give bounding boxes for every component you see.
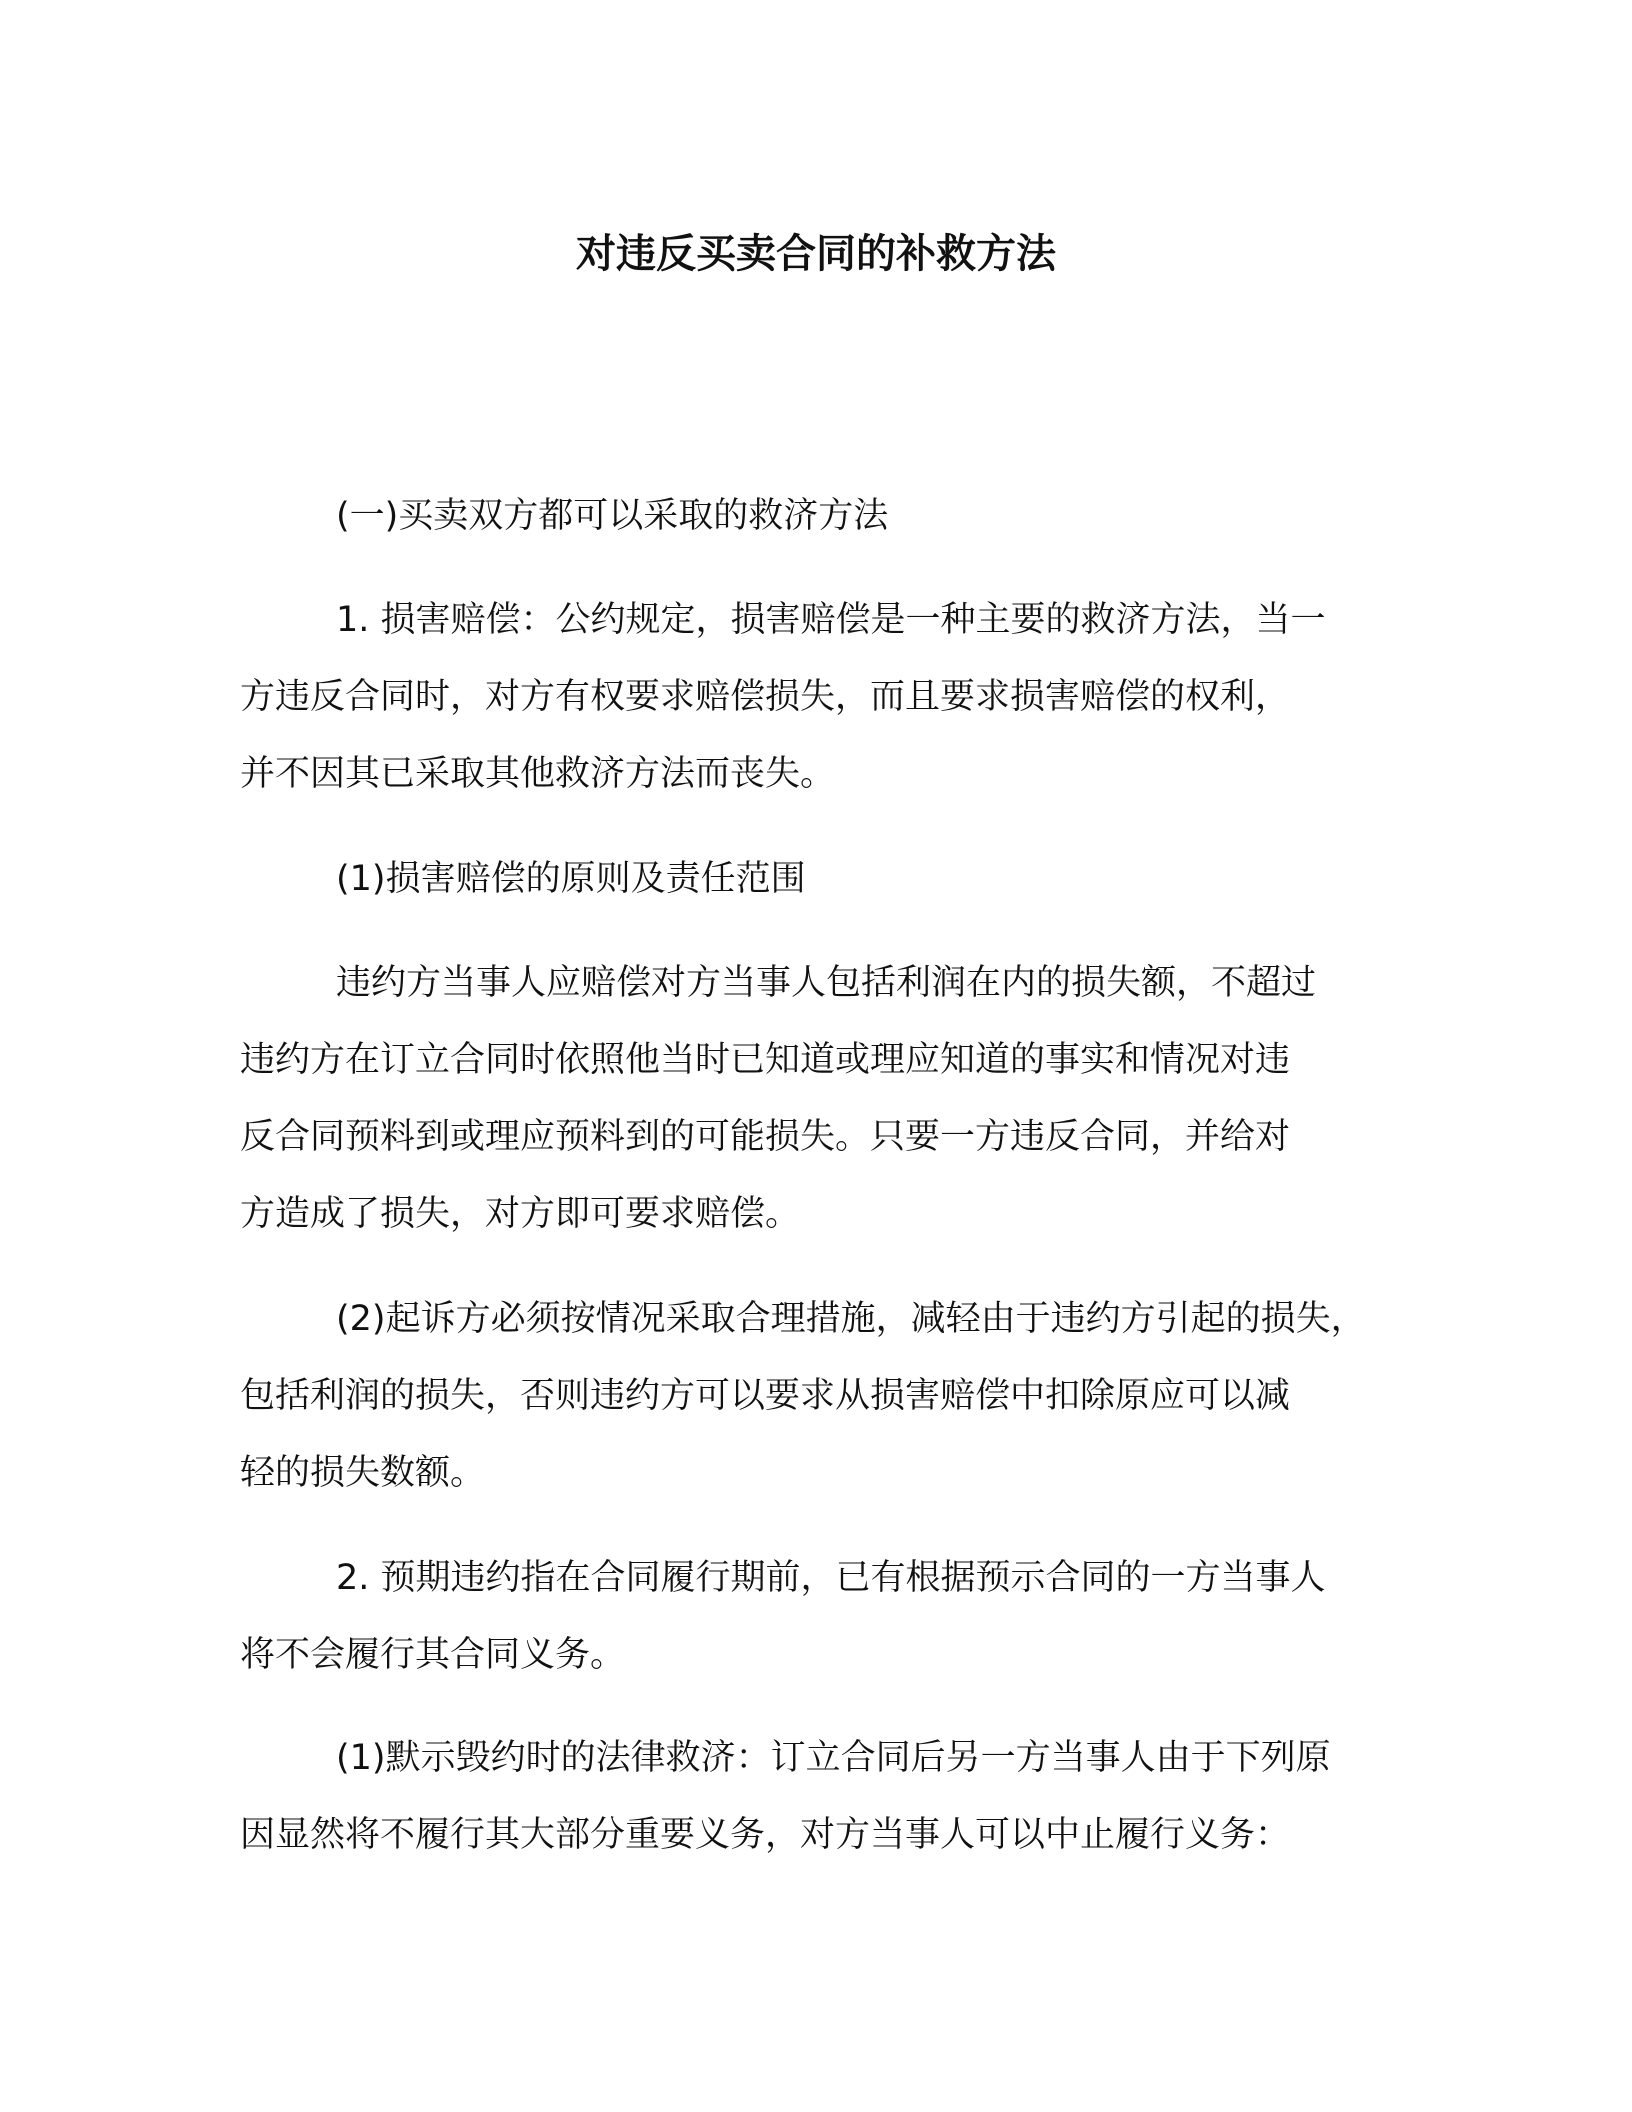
text-line: (2)起诉方必须按情况采取合理措施，减轻由于违约方引起的损失，: [336, 1299, 1366, 1339]
text-line: 因显然将不履行其大部分重要义务，对方当事人可以中止履行义务：: [240, 1815, 1291, 1855]
text-line: 违约方当事人应赔偿对方当事人包括利润在内的损失额，不超过: [336, 963, 1317, 1003]
text-line: (1)默示毁约时的法律救济：订立合同后另一方当事人由于下列原: [336, 1738, 1331, 1778]
document-title: 对违反买卖合同的补救方法: [576, 231, 1056, 277]
section-heading-mutual-remedies: [240, 478, 1400, 555]
text-line: 将不会履行其合同义务。: [240, 1635, 626, 1675]
paragraph-damages: [240, 582, 1400, 813]
paragraph-anticipatory-breach: [240, 1540, 1400, 1694]
paragraph-mitigation: [240, 1281, 1400, 1512]
text-line: 方违反合同时，对方有权要求赔偿损失，而且要求损害赔偿的权利，: [240, 677, 1291, 717]
text-line: 1. 损害赔偿：公约规定，损害赔偿是一种主要的救济方法，当一: [336, 600, 1326, 640]
text-line: 违约方在订立合同时依照他当时已知道或理应知道的事实和情况对违: [240, 1040, 1291, 1080]
text-line: 反合同预料到或理应预料到的可能损失。只要一方违反合同，并给对: [240, 1117, 1291, 1157]
subheading-damages-principle: [240, 841, 1400, 918]
text-line: (一)买卖双方都可以采取的救济方法: [336, 496, 889, 536]
text-line: 2. 预期违约指在合同履行期前，已有根据预示合同的一方当事人: [336, 1558, 1326, 1598]
text-line: (1)损害赔偿的原则及责任范围: [336, 859, 806, 899]
paragraph-liability-scope: [240, 945, 1400, 1253]
text-line: 包括利润的损失，否则违约方可以要求从损害赔偿中扣除原应可以减: [240, 1376, 1291, 1416]
text-line: 方造成了损失，对方即可要求赔偿。: [240, 1194, 801, 1234]
paragraph-implied-repudiation: [240, 1720, 1400, 1874]
text-line: 轻的损失数额。: [240, 1453, 486, 1493]
text-line: 并不因其已采取其他救济方法而丧失。: [240, 754, 836, 794]
